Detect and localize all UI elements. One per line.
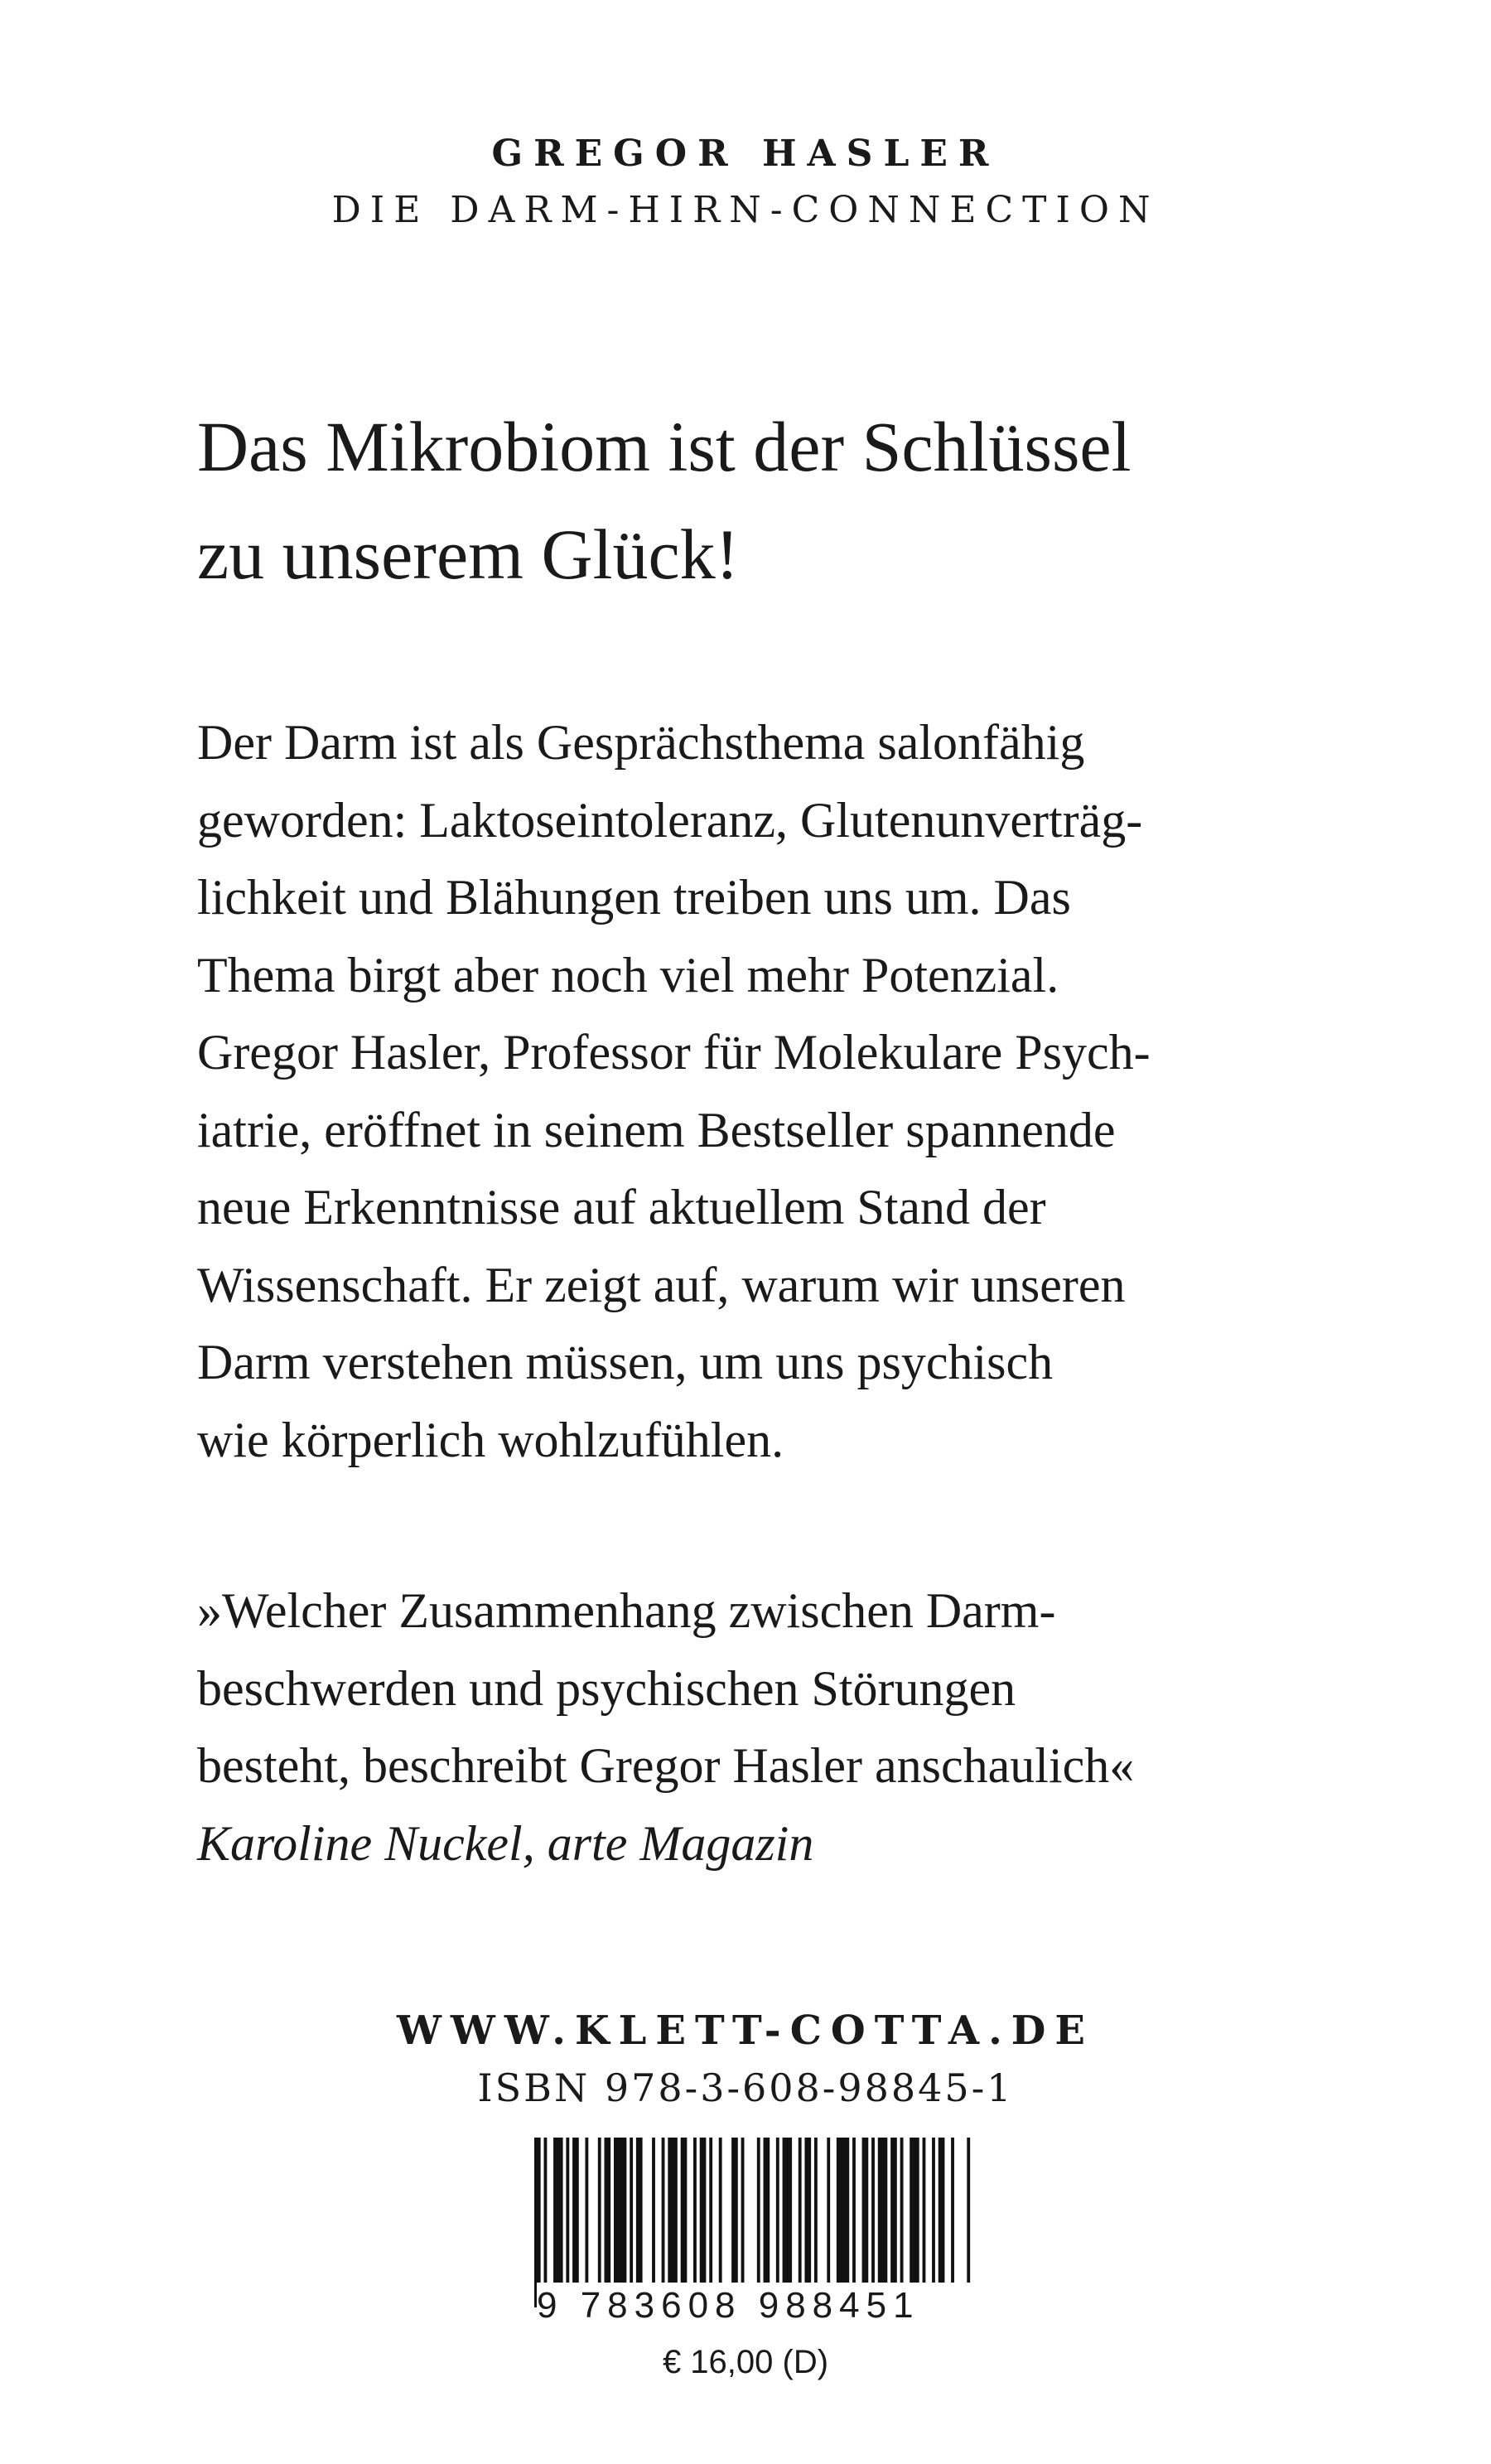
publisher-website[interactable]: WWW.KLETT-COTTA.DE bbox=[397, 2007, 1094, 2054]
barcode-bar bbox=[636, 2138, 643, 2285]
barcode-bar bbox=[719, 2138, 722, 2285]
blurb-line: iatrie, eröffnet in seinem Bestseller spannende bbox=[197, 1102, 1116, 1157]
barcode-bar bbox=[776, 2138, 779, 2285]
isbn-number: ISBN 978-3-608-98845-1 bbox=[477, 2065, 1014, 2110]
barcode-bar bbox=[852, 2138, 856, 2285]
barcode-bar bbox=[572, 2138, 579, 2285]
barcode-bar bbox=[604, 2138, 610, 2285]
barcode-bar bbox=[614, 2138, 626, 2285]
barcode-bar bbox=[681, 2138, 688, 2285]
barcode-bar bbox=[939, 2138, 945, 2285]
barcode-bar bbox=[553, 2138, 563, 2285]
quote-line: »Welcher Zusammenhang zwischen Darm- bbox=[197, 1583, 1056, 1638]
barcode-bar bbox=[783, 2138, 793, 2285]
barcode-bar bbox=[598, 2138, 601, 2285]
barcode-number: 9 783608 988451 bbox=[537, 2283, 972, 2329]
blurb-line: Der Darm ist als Gesprächsthema salonfähig bbox=[197, 715, 1085, 770]
headline bbox=[197, 393, 1357, 608]
blurb-paragraph bbox=[197, 704, 1373, 1479]
barcode-bar bbox=[700, 2138, 707, 2285]
headline-line: zu unserem Glück! bbox=[197, 515, 740, 594]
barcode-bar bbox=[878, 2138, 888, 2285]
barcode-bar bbox=[668, 2138, 678, 2285]
barcode-bar bbox=[799, 2138, 802, 2285]
blurb-line: Wissenschaft. Er zeigt auf, warum wir unseren bbox=[197, 1257, 1126, 1312]
barcode-bar bbox=[932, 2138, 935, 2285]
author-name: GREGOR HASLER bbox=[491, 133, 1000, 175]
blurb-line: lichkeit und Blähungen treiben uns um. Das bbox=[197, 870, 1071, 925]
barcode-bar bbox=[709, 2138, 712, 2285]
blurb-line: wie körperlich wohlzufühlen. bbox=[197, 1412, 784, 1467]
blurb-line: Gregor Hasler, Professor für Molekulare Psych- bbox=[197, 1025, 1151, 1080]
barcode-bar bbox=[890, 2138, 897, 2285]
barcode-bar bbox=[837, 2138, 849, 2285]
barcode-bar bbox=[585, 2138, 588, 2285]
blurb-line: neue Erkenntnisse auf aktuellem Stand der bbox=[197, 1180, 1046, 1234]
blurb-line: Darm verstehen müssen, um uns psychisch bbox=[197, 1335, 1054, 1389]
barcode-bar bbox=[804, 2138, 811, 2285]
barcode-bar bbox=[693, 2138, 697, 2285]
barcode-bar bbox=[652, 2138, 655, 2285]
blurb-line: geworden: Laktoseintoleranz, Glutenunverträg- bbox=[197, 792, 1143, 848]
barcode-bar bbox=[900, 2138, 904, 2285]
barcode-bar bbox=[827, 2138, 830, 2285]
barcode-bar bbox=[630, 2138, 633, 2285]
barcode-bar bbox=[662, 2138, 665, 2285]
barcode-bar bbox=[566, 2138, 569, 2285]
barcode-bar bbox=[923, 2138, 926, 2285]
barcode-bar bbox=[871, 2138, 875, 2285]
barcode-bar bbox=[814, 2138, 818, 2285]
barcode-bar bbox=[741, 2138, 745, 2285]
barcode-bar bbox=[731, 2138, 738, 2285]
barcode-bar bbox=[910, 2138, 919, 2285]
quote-line: besteht, beschreibt Gregor Hasler anschaulich« bbox=[197, 1738, 1135, 1793]
book-title: DIE DARM-HIRN-CONNECTION bbox=[331, 189, 1160, 231]
blurb-line: Thema birgt aber noch viel mehr Potenzial. bbox=[197, 947, 1059, 1003]
review-quote bbox=[197, 1573, 1373, 1882]
headline-line: Das Mikrobiom ist der Schlüssel bbox=[197, 407, 1132, 486]
barcode-bar bbox=[862, 2138, 869, 2285]
price: € 16,00 (D) bbox=[662, 2344, 829, 2380]
quote-source: Karoline Nuckel, arte Magazin bbox=[197, 1815, 814, 1871]
quote-line: beschwerden und psychischen Störungen bbox=[197, 1660, 1016, 1716]
